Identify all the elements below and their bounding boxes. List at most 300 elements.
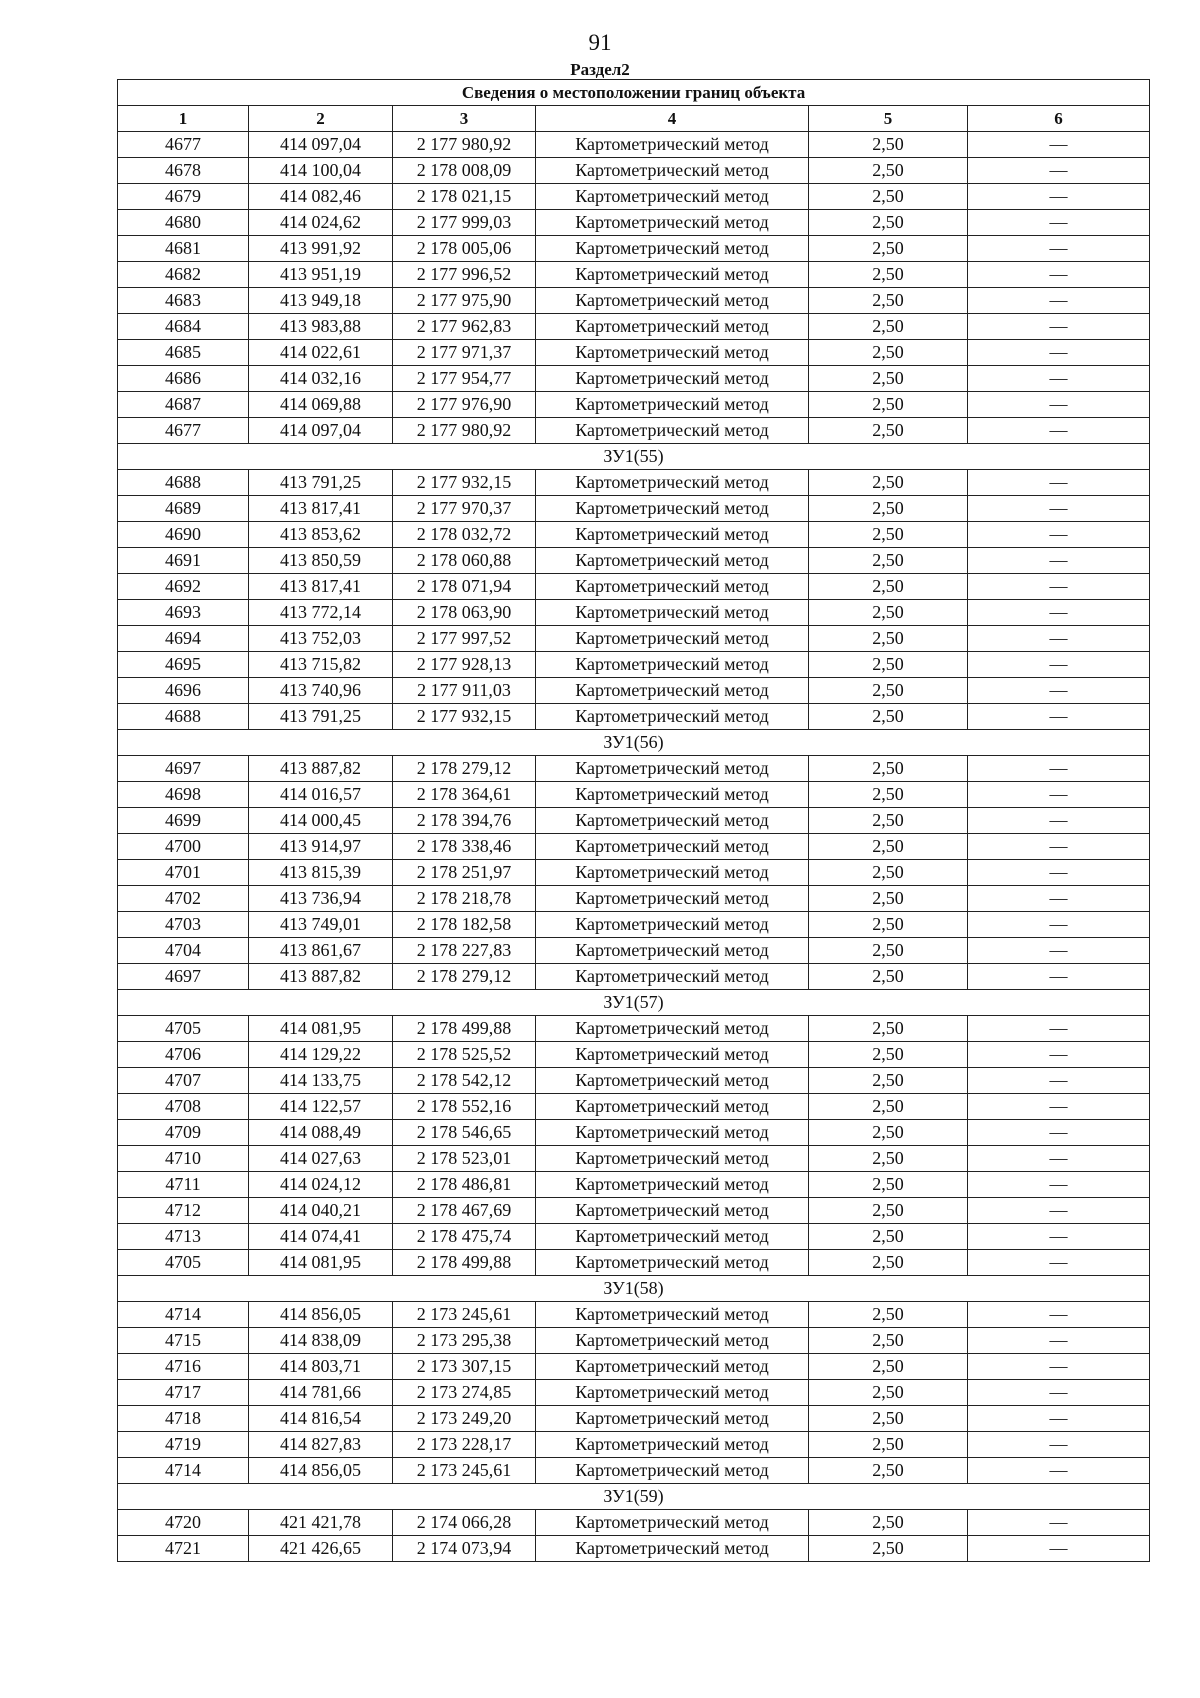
x-coordinate-cell: 413 853,62 bbox=[249, 522, 393, 548]
description-cell: — bbox=[968, 860, 1150, 886]
description-cell: — bbox=[968, 262, 1150, 288]
group-row bbox=[118, 1484, 1150, 1510]
column-header: 5 bbox=[809, 106, 968, 132]
accuracy-cell: 2,50 bbox=[809, 1224, 968, 1250]
description-cell: — bbox=[968, 1172, 1150, 1198]
accuracy-cell: 2,50 bbox=[809, 1354, 968, 1380]
method-cell: Картометрический метод bbox=[536, 1068, 809, 1094]
parcel-group-label: ЗУ1(55) bbox=[118, 444, 1150, 470]
description-cell: — bbox=[968, 1224, 1150, 1250]
parcel-group-label: ЗУ1(58) bbox=[118, 1276, 1150, 1302]
boundary-coordinates-table bbox=[117, 79, 1150, 1562]
table-row bbox=[118, 1354, 1150, 1380]
point-number-cell: 4709 bbox=[118, 1120, 249, 1146]
x-coordinate-cell: 413 817,41 bbox=[249, 574, 393, 600]
accuracy-cell: 2,50 bbox=[809, 1328, 968, 1354]
description-cell: — bbox=[968, 678, 1150, 704]
method-cell: Картометрический метод bbox=[536, 1536, 809, 1562]
description-cell: — bbox=[968, 548, 1150, 574]
table-row bbox=[118, 1250, 1150, 1276]
method-cell: Картометрический метод bbox=[536, 808, 809, 834]
accuracy-cell: 2,50 bbox=[809, 1146, 968, 1172]
accuracy-cell: 2,50 bbox=[809, 548, 968, 574]
accuracy-cell: 2,50 bbox=[809, 652, 968, 678]
method-cell: Картометрический метод bbox=[536, 964, 809, 990]
table-row bbox=[118, 262, 1150, 288]
accuracy-cell: 2,50 bbox=[809, 1042, 968, 1068]
method-cell: Картометрический метод bbox=[536, 912, 809, 938]
method-cell: Картометрический метод bbox=[536, 834, 809, 860]
point-number-cell: 4713 bbox=[118, 1224, 249, 1250]
y-coordinate-cell: 2 173 245,61 bbox=[393, 1458, 536, 1484]
description-cell: — bbox=[968, 1094, 1150, 1120]
table-row bbox=[118, 1120, 1150, 1146]
accuracy-cell: 2,50 bbox=[809, 392, 968, 418]
point-number-cell: 4680 bbox=[118, 210, 249, 236]
y-coordinate-cell: 2 178 499,88 bbox=[393, 1250, 536, 1276]
method-cell: Картометрический метод bbox=[536, 1380, 809, 1406]
table-row bbox=[118, 912, 1150, 938]
point-number-cell: 4715 bbox=[118, 1328, 249, 1354]
method-cell: Картометрический метод bbox=[536, 704, 809, 730]
x-coordinate-cell: 414 024,62 bbox=[249, 210, 393, 236]
x-coordinate-cell: 413 749,01 bbox=[249, 912, 393, 938]
accuracy-cell: 2,50 bbox=[809, 808, 968, 834]
y-coordinate-cell: 2 178 552,16 bbox=[393, 1094, 536, 1120]
method-cell: Картометрический метод bbox=[536, 1354, 809, 1380]
method-cell: Картометрический метод bbox=[536, 938, 809, 964]
accuracy-cell: 2,50 bbox=[809, 860, 968, 886]
table-row bbox=[118, 1406, 1150, 1432]
table-row bbox=[118, 1068, 1150, 1094]
y-coordinate-cell: 2 173 228,17 bbox=[393, 1432, 536, 1458]
description-cell: — bbox=[968, 236, 1150, 262]
point-number-cell: 4700 bbox=[118, 834, 249, 860]
group-row bbox=[118, 730, 1150, 756]
x-coordinate-cell: 413 815,39 bbox=[249, 860, 393, 886]
method-cell: Картометрический метод bbox=[536, 184, 809, 210]
point-number-cell: 4697 bbox=[118, 756, 249, 782]
description-cell: — bbox=[968, 626, 1150, 652]
x-coordinate-cell: 413 991,92 bbox=[249, 236, 393, 262]
x-coordinate-cell: 414 100,04 bbox=[249, 158, 393, 184]
accuracy-cell: 2,50 bbox=[809, 782, 968, 808]
parcel-group-label: ЗУ1(56) bbox=[118, 730, 1150, 756]
y-coordinate-cell: 2 177 932,15 bbox=[393, 470, 536, 496]
method-cell: Картометрический метод bbox=[536, 860, 809, 886]
accuracy-cell: 2,50 bbox=[809, 834, 968, 860]
method-cell: Картометрический метод bbox=[536, 158, 809, 184]
description-cell: — bbox=[968, 1536, 1150, 1562]
description-cell: — bbox=[968, 470, 1150, 496]
y-coordinate-cell: 2 178 525,52 bbox=[393, 1042, 536, 1068]
x-coordinate-cell: 413 817,41 bbox=[249, 496, 393, 522]
point-number-cell: 4677 bbox=[118, 418, 249, 444]
method-cell: Картометрический метод bbox=[536, 132, 809, 158]
accuracy-cell: 2,50 bbox=[809, 1094, 968, 1120]
table-row bbox=[118, 704, 1150, 730]
point-number-cell: 4711 bbox=[118, 1172, 249, 1198]
method-cell: Картометрический метод bbox=[536, 314, 809, 340]
table-row bbox=[118, 288, 1150, 314]
description-cell: — bbox=[968, 1458, 1150, 1484]
y-coordinate-cell: 2 177 999,03 bbox=[393, 210, 536, 236]
table-row bbox=[118, 132, 1150, 158]
table-row bbox=[118, 1432, 1150, 1458]
table-row bbox=[118, 1224, 1150, 1250]
x-coordinate-cell: 414 097,04 bbox=[249, 418, 393, 444]
method-cell: Картометрический метод bbox=[536, 1094, 809, 1120]
x-coordinate-cell: 413 949,18 bbox=[249, 288, 393, 314]
x-coordinate-cell: 414 022,61 bbox=[249, 340, 393, 366]
table-row bbox=[118, 756, 1150, 782]
point-number-cell: 4694 bbox=[118, 626, 249, 652]
table-row bbox=[118, 938, 1150, 964]
x-coordinate-cell: 413 791,25 bbox=[249, 470, 393, 496]
method-cell: Картометрический метод bbox=[536, 1250, 809, 1276]
point-number-cell: 4684 bbox=[118, 314, 249, 340]
method-cell: Картометрический метод bbox=[536, 262, 809, 288]
point-number-cell: 4718 bbox=[118, 1406, 249, 1432]
method-cell: Картометрический метод bbox=[536, 1146, 809, 1172]
point-number-cell: 4705 bbox=[118, 1016, 249, 1042]
description-cell: — bbox=[968, 1354, 1150, 1380]
method-cell: Картометрический метод bbox=[536, 1042, 809, 1068]
y-coordinate-cell: 2 178 021,15 bbox=[393, 184, 536, 210]
y-coordinate-cell: 2 177 980,92 bbox=[393, 418, 536, 444]
table-row bbox=[118, 392, 1150, 418]
x-coordinate-cell: 414 856,05 bbox=[249, 1302, 393, 1328]
method-cell: Картометрический метод bbox=[536, 496, 809, 522]
table-row bbox=[118, 366, 1150, 392]
method-cell: Картометрический метод bbox=[536, 1406, 809, 1432]
description-cell: — bbox=[968, 912, 1150, 938]
y-coordinate-cell: 2 177 962,83 bbox=[393, 314, 536, 340]
accuracy-cell: 2,50 bbox=[809, 756, 968, 782]
y-coordinate-cell: 2 178 063,90 bbox=[393, 600, 536, 626]
point-number-cell: 4681 bbox=[118, 236, 249, 262]
method-cell: Картометрический метод bbox=[536, 1302, 809, 1328]
group-row bbox=[118, 444, 1150, 470]
accuracy-cell: 2,50 bbox=[809, 1536, 968, 1562]
description-cell: — bbox=[968, 418, 1150, 444]
y-coordinate-cell: 2 178 394,76 bbox=[393, 808, 536, 834]
y-coordinate-cell: 2 177 976,90 bbox=[393, 392, 536, 418]
method-cell: Картометрический метод bbox=[536, 1510, 809, 1536]
column-header: 3 bbox=[393, 106, 536, 132]
accuracy-cell: 2,50 bbox=[809, 886, 968, 912]
table-row bbox=[118, 600, 1150, 626]
description-cell: — bbox=[968, 1016, 1150, 1042]
x-coordinate-cell: 414 122,57 bbox=[249, 1094, 393, 1120]
description-cell: — bbox=[968, 340, 1150, 366]
x-coordinate-cell: 413 715,82 bbox=[249, 652, 393, 678]
x-coordinate-cell: 414 097,04 bbox=[249, 132, 393, 158]
accuracy-cell: 2,50 bbox=[809, 314, 968, 340]
table-row bbox=[118, 1146, 1150, 1172]
x-coordinate-cell: 413 983,88 bbox=[249, 314, 393, 340]
method-cell: Картометрический метод bbox=[536, 470, 809, 496]
method-cell: Картометрический метод bbox=[536, 522, 809, 548]
description-cell: — bbox=[968, 1068, 1150, 1094]
table-row bbox=[118, 210, 1150, 236]
x-coordinate-cell: 414 082,46 bbox=[249, 184, 393, 210]
point-number-cell: 4710 bbox=[118, 1146, 249, 1172]
table-row bbox=[118, 1510, 1150, 1536]
table-row bbox=[118, 184, 1150, 210]
description-cell: — bbox=[968, 782, 1150, 808]
description-cell: — bbox=[968, 1250, 1150, 1276]
description-cell: — bbox=[968, 158, 1150, 184]
point-number-cell: 4716 bbox=[118, 1354, 249, 1380]
description-cell: — bbox=[968, 938, 1150, 964]
point-number-cell: 4678 bbox=[118, 158, 249, 184]
accuracy-cell: 2,50 bbox=[809, 1198, 968, 1224]
point-number-cell: 4688 bbox=[118, 704, 249, 730]
y-coordinate-cell: 2 178 542,12 bbox=[393, 1068, 536, 1094]
accuracy-cell: 2,50 bbox=[809, 184, 968, 210]
table-row bbox=[118, 1172, 1150, 1198]
y-coordinate-cell: 2 177 970,37 bbox=[393, 496, 536, 522]
method-cell: Картометрический метод bbox=[536, 418, 809, 444]
accuracy-cell: 2,50 bbox=[809, 600, 968, 626]
description-cell: — bbox=[968, 886, 1150, 912]
description-cell: — bbox=[968, 132, 1150, 158]
point-number-cell: 4698 bbox=[118, 782, 249, 808]
section-title: Раздел2 bbox=[570, 60, 630, 79]
method-cell: Картометрический метод bbox=[536, 1224, 809, 1250]
y-coordinate-cell: 2 178 071,94 bbox=[393, 574, 536, 600]
description-cell: — bbox=[968, 652, 1150, 678]
y-coordinate-cell: 2 177 954,77 bbox=[393, 366, 536, 392]
y-coordinate-cell: 2 173 307,15 bbox=[393, 1354, 536, 1380]
description-cell: — bbox=[968, 496, 1150, 522]
method-cell: Картометрический метод bbox=[536, 548, 809, 574]
point-number-cell: 4701 bbox=[118, 860, 249, 886]
y-coordinate-cell: 2 178 218,78 bbox=[393, 886, 536, 912]
description-cell: — bbox=[968, 1328, 1150, 1354]
column-header: 4 bbox=[536, 106, 809, 132]
table-row bbox=[118, 496, 1150, 522]
table-row bbox=[118, 574, 1150, 600]
table-row bbox=[118, 470, 1150, 496]
x-coordinate-cell: 414 133,75 bbox=[249, 1068, 393, 1094]
x-coordinate-cell: 413 861,67 bbox=[249, 938, 393, 964]
method-cell: Картометрический метод bbox=[536, 392, 809, 418]
description-cell: — bbox=[968, 1120, 1150, 1146]
description-cell: — bbox=[968, 1198, 1150, 1224]
x-coordinate-cell: 413 740,96 bbox=[249, 678, 393, 704]
accuracy-cell: 2,50 bbox=[809, 470, 968, 496]
x-coordinate-cell: 413 736,94 bbox=[249, 886, 393, 912]
method-cell: Картометрический метод bbox=[536, 210, 809, 236]
method-cell: Картометрический метод bbox=[536, 1120, 809, 1146]
point-number-cell: 4692 bbox=[118, 574, 249, 600]
method-cell: Картометрический метод bbox=[536, 1458, 809, 1484]
y-coordinate-cell: 2 173 249,20 bbox=[393, 1406, 536, 1432]
table-caption: Сведения о местоположении границ объекта bbox=[118, 80, 1150, 106]
y-coordinate-cell: 2 177 980,92 bbox=[393, 132, 536, 158]
accuracy-cell: 2,50 bbox=[809, 678, 968, 704]
y-coordinate-cell: 2 177 932,15 bbox=[393, 704, 536, 730]
y-coordinate-cell: 2 177 996,52 bbox=[393, 262, 536, 288]
description-cell: — bbox=[968, 574, 1150, 600]
table-row bbox=[118, 1458, 1150, 1484]
y-coordinate-cell: 2 178 467,69 bbox=[393, 1198, 536, 1224]
x-coordinate-cell: 421 426,65 bbox=[249, 1536, 393, 1562]
y-coordinate-cell: 2 173 274,85 bbox=[393, 1380, 536, 1406]
table-row bbox=[118, 782, 1150, 808]
table-row bbox=[118, 860, 1150, 886]
table-row bbox=[118, 314, 1150, 340]
method-cell: Картометрический метод bbox=[536, 652, 809, 678]
x-coordinate-cell: 414 000,45 bbox=[249, 808, 393, 834]
description-cell: — bbox=[968, 522, 1150, 548]
description-cell: — bbox=[968, 964, 1150, 990]
y-coordinate-cell: 2 177 975,90 bbox=[393, 288, 536, 314]
accuracy-cell: 2,50 bbox=[809, 1016, 968, 1042]
table-row bbox=[118, 1042, 1150, 1068]
table-row bbox=[118, 1380, 1150, 1406]
y-coordinate-cell: 2 178 338,46 bbox=[393, 834, 536, 860]
x-coordinate-cell: 414 032,16 bbox=[249, 366, 393, 392]
accuracy-cell: 2,50 bbox=[809, 1068, 968, 1094]
y-coordinate-cell: 2 178 486,81 bbox=[393, 1172, 536, 1198]
y-coordinate-cell: 2 174 073,94 bbox=[393, 1536, 536, 1562]
y-coordinate-cell: 2 178 546,65 bbox=[393, 1120, 536, 1146]
table-row bbox=[118, 1328, 1150, 1354]
x-coordinate-cell: 414 016,57 bbox=[249, 782, 393, 808]
accuracy-cell: 2,50 bbox=[809, 288, 968, 314]
accuracy-cell: 2,50 bbox=[809, 1510, 968, 1536]
accuracy-cell: 2,50 bbox=[809, 236, 968, 262]
accuracy-cell: 2,50 bbox=[809, 938, 968, 964]
column-header: 6 bbox=[968, 106, 1150, 132]
point-number-cell: 4721 bbox=[118, 1536, 249, 1562]
accuracy-cell: 2,50 bbox=[809, 1120, 968, 1146]
x-coordinate-cell: 413 887,82 bbox=[249, 756, 393, 782]
description-cell: — bbox=[968, 808, 1150, 834]
point-number-cell: 4677 bbox=[118, 132, 249, 158]
x-coordinate-cell: 414 781,66 bbox=[249, 1380, 393, 1406]
point-number-cell: 4689 bbox=[118, 496, 249, 522]
point-number-cell: 4699 bbox=[118, 808, 249, 834]
table-row bbox=[118, 1016, 1150, 1042]
description-cell: — bbox=[968, 366, 1150, 392]
accuracy-cell: 2,50 bbox=[809, 366, 968, 392]
x-coordinate-cell: 413 914,97 bbox=[249, 834, 393, 860]
table-row bbox=[118, 522, 1150, 548]
y-coordinate-cell: 2 178 523,01 bbox=[393, 1146, 536, 1172]
y-coordinate-cell: 2 178 005,06 bbox=[393, 236, 536, 262]
table-caption-row bbox=[118, 80, 1150, 106]
accuracy-cell: 2,50 bbox=[809, 1432, 968, 1458]
method-cell: Картометрический метод bbox=[536, 1172, 809, 1198]
y-coordinate-cell: 2 177 997,52 bbox=[393, 626, 536, 652]
method-cell: Картометрический метод bbox=[536, 626, 809, 652]
x-coordinate-cell: 413 791,25 bbox=[249, 704, 393, 730]
table-row bbox=[118, 834, 1150, 860]
y-coordinate-cell: 2 178 251,97 bbox=[393, 860, 536, 886]
x-coordinate-cell: 413 850,59 bbox=[249, 548, 393, 574]
method-cell: Картометрический метод bbox=[536, 1016, 809, 1042]
description-cell: — bbox=[968, 1380, 1150, 1406]
point-number-cell: 4717 bbox=[118, 1380, 249, 1406]
description-cell: — bbox=[968, 1406, 1150, 1432]
point-number-cell: 4706 bbox=[118, 1042, 249, 1068]
x-coordinate-cell: 414 856,05 bbox=[249, 1458, 393, 1484]
point-number-cell: 4702 bbox=[118, 886, 249, 912]
table-row bbox=[118, 1094, 1150, 1120]
point-number-cell: 4685 bbox=[118, 340, 249, 366]
method-cell: Картометрический метод bbox=[536, 288, 809, 314]
point-number-cell: 4679 bbox=[118, 184, 249, 210]
point-number-cell: 4686 bbox=[118, 366, 249, 392]
method-cell: Картометрический метод bbox=[536, 678, 809, 704]
point-number-cell: 4720 bbox=[118, 1510, 249, 1536]
point-number-cell: 4704 bbox=[118, 938, 249, 964]
column-header: 2 bbox=[249, 106, 393, 132]
point-number-cell: 4703 bbox=[118, 912, 249, 938]
column-header: 1 bbox=[118, 106, 249, 132]
x-coordinate-cell: 414 069,88 bbox=[249, 392, 393, 418]
accuracy-cell: 2,50 bbox=[809, 964, 968, 990]
page-number: 91 bbox=[588, 30, 612, 55]
description-cell: — bbox=[968, 1042, 1150, 1068]
method-cell: Картометрический метод bbox=[536, 600, 809, 626]
point-number-cell: 4690 bbox=[118, 522, 249, 548]
table-row bbox=[118, 652, 1150, 678]
table-row bbox=[118, 808, 1150, 834]
accuracy-cell: 2,50 bbox=[809, 626, 968, 652]
accuracy-cell: 2,50 bbox=[809, 1302, 968, 1328]
x-coordinate-cell: 414 040,21 bbox=[249, 1198, 393, 1224]
y-coordinate-cell: 2 177 971,37 bbox=[393, 340, 536, 366]
point-number-cell: 4691 bbox=[118, 548, 249, 574]
description-cell: — bbox=[968, 600, 1150, 626]
accuracy-cell: 2,50 bbox=[809, 1380, 968, 1406]
y-coordinate-cell: 2 178 060,88 bbox=[393, 548, 536, 574]
x-coordinate-cell: 414 816,54 bbox=[249, 1406, 393, 1432]
method-cell: Картометрический метод bbox=[536, 756, 809, 782]
x-coordinate-cell: 413 752,03 bbox=[249, 626, 393, 652]
description-cell: — bbox=[968, 756, 1150, 782]
x-coordinate-cell: 413 887,82 bbox=[249, 964, 393, 990]
x-coordinate-cell: 414 027,63 bbox=[249, 1146, 393, 1172]
accuracy-cell: 2,50 bbox=[809, 418, 968, 444]
description-cell: — bbox=[968, 184, 1150, 210]
table-row bbox=[118, 678, 1150, 704]
y-coordinate-cell: 2 177 911,03 bbox=[393, 678, 536, 704]
x-coordinate-cell: 413 951,19 bbox=[249, 262, 393, 288]
table-row bbox=[118, 158, 1150, 184]
point-number-cell: 4719 bbox=[118, 1432, 249, 1458]
column-header-row bbox=[118, 106, 1150, 132]
x-coordinate-cell: 414 088,49 bbox=[249, 1120, 393, 1146]
x-coordinate-cell: 413 772,14 bbox=[249, 600, 393, 626]
y-coordinate-cell: 2 178 227,83 bbox=[393, 938, 536, 964]
table-body bbox=[118, 132, 1150, 1562]
method-cell: Картометрический метод bbox=[536, 574, 809, 600]
method-cell: Картометрический метод bbox=[536, 1328, 809, 1354]
description-cell: — bbox=[968, 314, 1150, 340]
description-cell: — bbox=[968, 834, 1150, 860]
description-cell: — bbox=[968, 288, 1150, 314]
accuracy-cell: 2,50 bbox=[809, 158, 968, 184]
x-coordinate-cell: 414 827,83 bbox=[249, 1432, 393, 1458]
description-cell: — bbox=[968, 210, 1150, 236]
method-cell: Картометрический метод bbox=[536, 1198, 809, 1224]
